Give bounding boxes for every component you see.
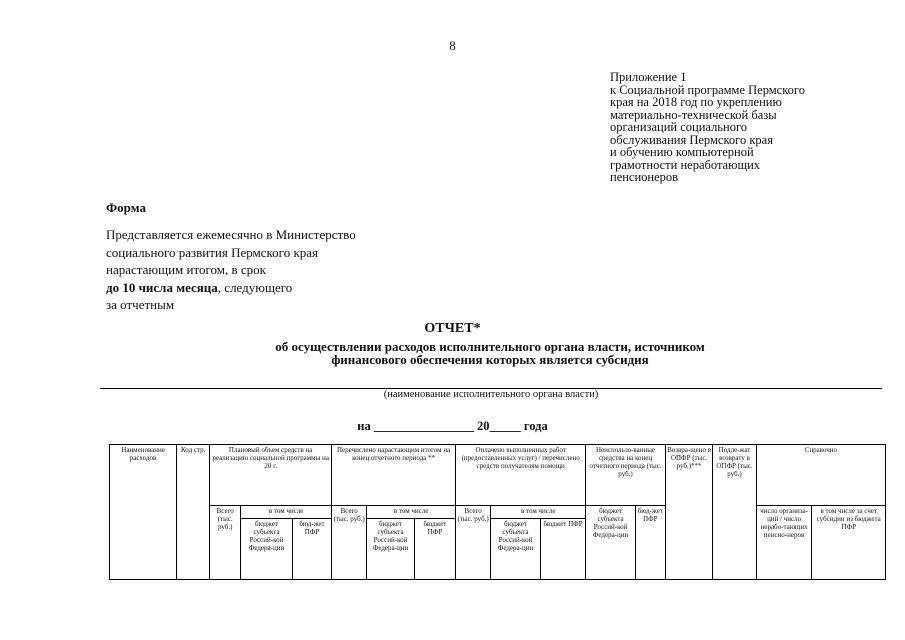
unused-pfr: бюд-жет ПФР bbox=[635, 506, 665, 580]
subtitle-line: финансового обеспечения которых является субсидия bbox=[331, 352, 649, 367]
submission-line: нарастающим итогом, в срок bbox=[106, 262, 266, 277]
paid-including: в том числе bbox=[491, 506, 586, 519]
annex-line: Приложение 1 bbox=[610, 70, 687, 84]
transferred-budget-subject: бюджет субъекта Россий-кой Федера-ции bbox=[367, 519, 415, 580]
col-unused-header: Неиспользо-ванные средства на конец отчетного периода (тыс. руб.) bbox=[586, 445, 666, 506]
submission-instructions bbox=[106, 226, 426, 314]
col-paid-header: Оплачено выполненных работ (предоставленных услуг) / перечислено средств получателям помощи bbox=[456, 445, 586, 506]
submission-line: Представляется ежемесячно в Министерство bbox=[106, 227, 356, 242]
annex-note bbox=[610, 71, 870, 184]
deadline-rest: , следующего bbox=[217, 279, 293, 295]
planned-including: в том числе bbox=[241, 506, 332, 519]
annex-line: организаций социального bbox=[610, 120, 748, 134]
report-table bbox=[109, 444, 886, 580]
col-planned-header: Плановый объем средств на реализацию социальной программы на 20 г. bbox=[210, 445, 332, 506]
submission-line: за отчетным bbox=[106, 297, 175, 312]
submission-line: социального развития Пермского края bbox=[106, 244, 319, 260]
col-returned-header: Возвра-щено в ОПФР (тыс. руб.)*** bbox=[665, 445, 713, 580]
annex-line: пенсионеров bbox=[610, 170, 679, 184]
planned-budget-pfr: бюд-жет ПФР bbox=[292, 519, 331, 580]
transferred-total: Всего (тыс. руб.) bbox=[332, 506, 367, 580]
annex-line: края на 2018 год по укреплению bbox=[610, 95, 782, 109]
subtitle-line: об осуществлении расходов исполнительного органа власти, источником bbox=[275, 339, 705, 354]
col-reference-header: Справочно bbox=[756, 445, 885, 506]
form-label: Форма bbox=[106, 200, 146, 215]
page-number: 8 bbox=[449, 38, 456, 53]
col-code-header: Код стр. bbox=[177, 445, 210, 580]
org-name-caption: (наименование исполнительного органа власти) bbox=[383, 389, 599, 400]
col-to-return-header: Подле-жат возврату в ОПФР (тыс. руб.) bbox=[713, 445, 756, 580]
transferred-budget-pfr: бюджет ПФР bbox=[414, 519, 455, 580]
report-subtitle bbox=[230, 340, 750, 366]
report-title: ОТЧЕТ* bbox=[424, 321, 481, 336]
ref-count: число организа-ций / число нерабо-тающих пенсио-неров bbox=[756, 506, 812, 580]
transferred-including: в том числе bbox=[367, 506, 456, 519]
annex-line: и обучению компьютерной bbox=[610, 145, 754, 159]
annex-line: материально-технической базы bbox=[610, 107, 777, 122]
unused-subject: бюджет субъекта Россий-кой Федера-ции bbox=[586, 506, 636, 580]
col-name-header: Наименование расходов bbox=[110, 445, 177, 580]
deadline-bold: до 10 числа месяца bbox=[106, 279, 218, 295]
annex-line: грамотности неработающих bbox=[610, 157, 761, 172]
report-date-line: на ________________ 20_____ года bbox=[357, 419, 548, 433]
submission-line bbox=[106, 279, 426, 297]
annex-line: обслуживания Пермского края bbox=[610, 132, 773, 147]
planned-budget-subject: бюджет субъекта Россий-кой Федера-ции bbox=[241, 519, 293, 580]
paid-total: Всего (тыс. руб.) bbox=[456, 506, 491, 580]
planned-total: Всего (тыс. руб.) bbox=[210, 506, 241, 580]
ref-pfr: в том числе за счет субсидии из бюджета ПФР bbox=[812, 506, 886, 580]
col-transferred-header: Перечислено нарастающим итогом на конец отчетного периода ** bbox=[332, 445, 456, 506]
paid-budget-pfr: бюджет ПФР bbox=[540, 519, 585, 580]
annex-line: к Социальной программе Пермского bbox=[610, 82, 805, 97]
paid-budget-subject: бюджет субъекта Россий-кой Федера-ции bbox=[491, 519, 541, 580]
